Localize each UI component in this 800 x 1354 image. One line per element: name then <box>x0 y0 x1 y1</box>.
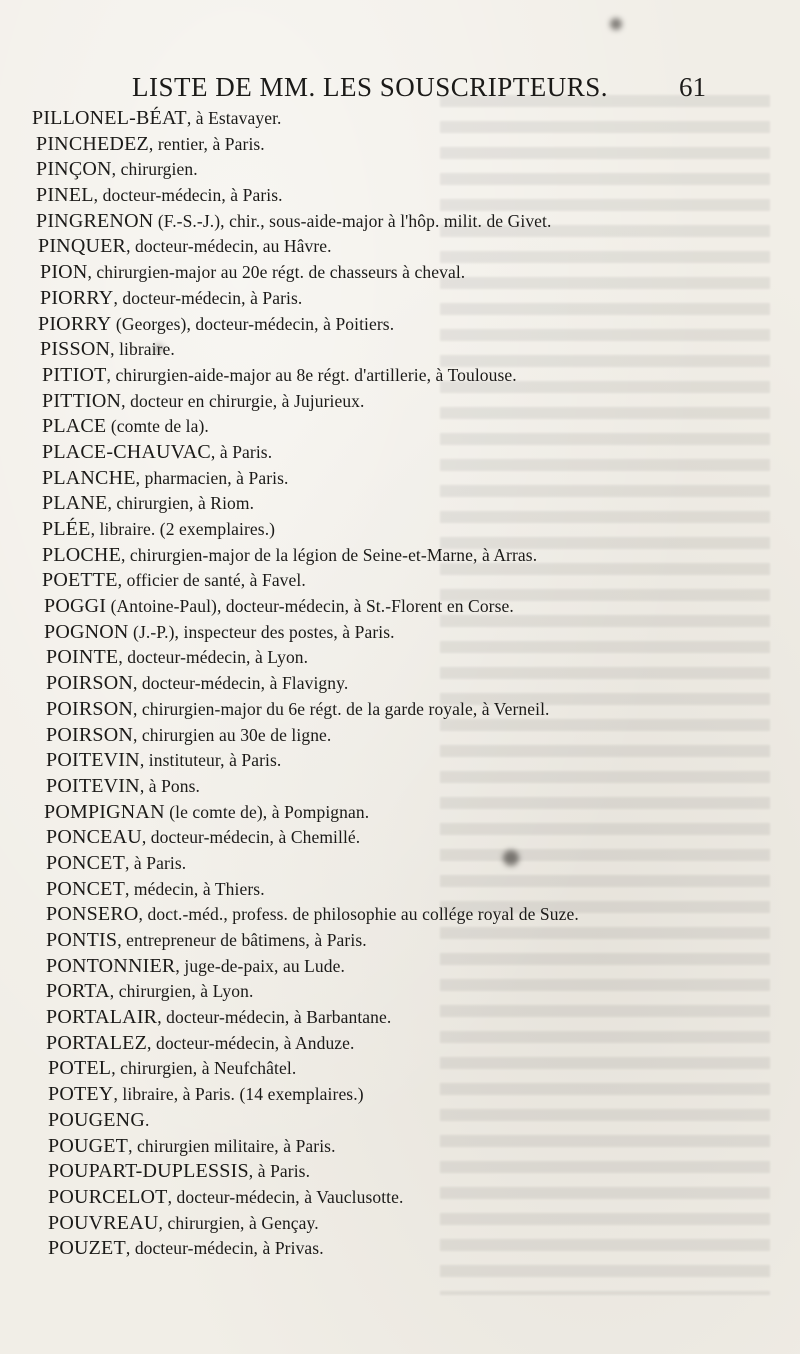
subscriber-name: PINEL <box>36 184 94 207</box>
subscriber-name: PONCET <box>46 877 125 900</box>
subscriber-entry <box>32 1211 752 1237</box>
subscriber-name: POIRSON <box>46 723 133 746</box>
subscriber-entry <box>32 389 752 415</box>
subscriber-detail: , instituteur, à Paris. <box>139 750 282 771</box>
subscriber-name: POIRSON <box>46 672 133 695</box>
subscriber-entry <box>32 1236 752 1262</box>
subscriber-detail: , officier de santé, à Favel. <box>117 570 306 591</box>
subscriber-name: PION <box>40 261 88 284</box>
subscriber-entry <box>32 825 752 851</box>
subscriber-detail: , chirurgien-major de la légion de Seine-et-Marne, à Arras. <box>120 544 538 565</box>
running-title: LISTE DE MM. LES SOUSCRIPTEURS. <box>132 72 609 102</box>
subscriber-detail: , chirurgien militaire, à Paris. <box>128 1135 336 1156</box>
subscriber-detail: , à Paris. <box>248 1161 311 1182</box>
subscriber-detail: , à Estavayer. <box>186 108 282 128</box>
subscriber-name: POETTE <box>42 569 118 592</box>
ink-spot <box>610 18 622 30</box>
subscriber-entry <box>32 594 752 620</box>
subscriber-entry <box>32 157 752 183</box>
subscriber-name: PONCET <box>46 851 125 874</box>
subscriber-detail: , entrepreneur de bâtimens, à Paris. <box>117 930 367 950</box>
subscriber-detail: , chirurgien, à Lyon. <box>109 981 254 1002</box>
subscriber-name: POUGET <box>48 1134 129 1157</box>
subscriber-entry <box>32 517 752 543</box>
subscriber-entry <box>32 928 752 954</box>
subscriber-entry <box>32 312 752 338</box>
subscriber-detail: , docteur-médecin, à Flavigny. <box>132 673 349 694</box>
subscriber-list <box>32 106 752 1262</box>
subscriber-name: POGNON <box>44 620 129 643</box>
subscriber-name: POUZET <box>48 1237 126 1260</box>
subscriber-detail: , chirurgien. <box>111 159 198 180</box>
subscriber-name: PLACE-CHAUVAC <box>42 440 211 463</box>
subscriber-detail: , chirurgien, à Riom. <box>107 493 255 514</box>
subscriber-detail: , docteur-médecin, à Chemillé. <box>141 827 361 848</box>
subscriber-entry <box>32 491 752 517</box>
subscriber-detail: , à Paris. <box>210 441 273 462</box>
subscriber-detail: . <box>144 1109 150 1130</box>
subscriber-detail: , libraire. (2 exemplaires.) <box>90 519 276 539</box>
subscriber-detail: , chirurgien, à Neufchâtel. <box>111 1058 297 1079</box>
subscriber-name: POIRSON <box>46 697 133 720</box>
subscriber-entry <box>32 954 752 980</box>
subscriber-detail: , pharmacien, à Paris. <box>135 467 289 488</box>
subscriber-entry <box>32 774 752 800</box>
subscriber-detail: , chirurgien, à Gençay. <box>158 1212 319 1233</box>
subscriber-detail: (comte de la). <box>106 416 209 437</box>
subscriber-detail: , chirurgien au 30e de ligne. <box>132 724 332 745</box>
subscriber-entry <box>32 800 752 826</box>
subscriber-name: POTEL <box>48 1057 112 1080</box>
subscriber-entry <box>32 1108 752 1134</box>
subscriber-detail: , docteur en chirurgie, à Jujurieux. <box>121 390 365 411</box>
subscriber-entry <box>32 1159 752 1185</box>
subscriber-entry <box>32 209 752 235</box>
subscriber-entry <box>32 363 752 389</box>
subscriber-name: PILLONEL-BÉAT <box>32 107 187 129</box>
subscriber-name: PINGRENON <box>36 209 154 232</box>
subscriber-name: PINQUER <box>38 235 127 258</box>
subscriber-name: POUVREAU <box>48 1211 159 1234</box>
subscriber-detail: , chirurgien-major au 20e régt. de chasseurs à cheval. <box>87 262 466 283</box>
subscriber-detail: (F.-S.-J.), chir., sous-aide-major à l'hôp. milit. de Givet. <box>153 210 552 231</box>
subscriber-detail: , docteur-médecin, à Barbantane. <box>157 1007 392 1028</box>
subscriber-name: PONCEAU <box>46 826 142 849</box>
subscriber-name: PORTALAIR <box>46 1006 158 1029</box>
subscriber-detail: , chirurgien-aide-major au 8e régt. d'artillerie, à Toulouse. <box>106 364 517 385</box>
subscriber-detail: , chirurgien-major du 6e régt. de la garde royale, à Verneil. <box>132 698 550 719</box>
subscriber-entry <box>32 671 752 697</box>
subscriber-name: PONTONNIER <box>46 954 176 977</box>
subscriber-entry <box>32 723 752 749</box>
subscriber-name: PLANE <box>42 492 108 515</box>
subscriber-name: PLOCHE <box>42 543 121 566</box>
subscriber-entry <box>32 132 752 158</box>
subscriber-name: POURCELOT <box>48 1185 168 1208</box>
subscriber-detail: , docteur-médecin, à Lyon. <box>118 647 309 668</box>
subscriber-entry <box>32 337 752 363</box>
subscriber-entry <box>32 414 752 440</box>
subscriber-entry <box>32 260 752 286</box>
subscriber-entry <box>32 1185 752 1211</box>
subscriber-detail: , libraire, à Paris. (14 exemplaires.) <box>113 1084 364 1105</box>
subscriber-detail: , docteur-médecin, à Paris. <box>93 185 283 206</box>
subscriber-entry <box>32 286 752 312</box>
subscriber-name: PLACE <box>42 415 107 438</box>
subscriber-name: PORTA <box>46 980 110 1003</box>
subscriber-entry <box>32 568 752 594</box>
subscriber-entry <box>32 979 752 1005</box>
subscriber-name: POMPIGNAN <box>44 800 165 823</box>
subscriber-entry <box>32 1056 752 1082</box>
subscriber-entry <box>32 440 752 466</box>
subscriber-entry <box>32 183 752 209</box>
subscriber-name: PLANCHE <box>42 466 136 489</box>
subscriber-name: POITEVIN <box>46 749 140 772</box>
subscriber-entry <box>32 877 752 903</box>
subscriber-name: PITTION <box>42 389 122 412</box>
subscriber-name: POITEVIN <box>46 774 140 797</box>
subscriber-entry <box>32 234 752 260</box>
subscriber-detail: , médecin, à Thiers. <box>124 878 265 899</box>
page-header <box>70 70 720 104</box>
subscriber-name: POUGENG <box>48 1108 145 1131</box>
subscriber-entry <box>32 748 752 774</box>
subscriber-name: PONSERO <box>46 903 139 926</box>
subscriber-entry <box>32 106 752 132</box>
subscriber-detail: , à Pons. <box>139 775 201 796</box>
subscriber-name: POINTE <box>46 646 119 669</box>
subscriber-entry <box>32 902 752 928</box>
subscriber-detail: , doct.-méd., profess. de philosophie au collége royal de Suze. <box>138 904 579 925</box>
subscriber-detail: , docteur-médecin, à Vauclusotte. <box>167 1186 404 1207</box>
subscriber-name: PONTIS <box>46 929 118 951</box>
subscriber-entry <box>32 851 752 877</box>
subscriber-entry <box>32 1134 752 1160</box>
page-number: 61 <box>679 72 706 102</box>
subscriber-name: POTEY <box>48 1083 114 1106</box>
subscriber-entry <box>32 1082 752 1108</box>
subscriber-name: PINÇON <box>36 158 112 181</box>
subscriber-name: POUPART-DUPLESSIS <box>48 1160 249 1183</box>
subscriber-entry <box>32 645 752 671</box>
subscriber-detail: , docteur-médecin, à Anduze. <box>147 1032 355 1053</box>
subscriber-name: PORTALEZ <box>46 1031 148 1054</box>
subscriber-name: PISSON <box>40 338 111 361</box>
subscriber-detail: , libraire. <box>110 339 175 360</box>
subscriber-entry <box>32 1031 752 1057</box>
subscriber-detail: (J.-P.), inspecteur des postes, à Paris. <box>128 621 395 642</box>
subscriber-name: PINCHEDEZ <box>36 132 149 155</box>
subscriber-detail: (Georges), docteur-médecin, à Poitiers. <box>111 313 395 334</box>
subscriber-entry <box>32 697 752 723</box>
subscriber-detail: , à Paris. <box>124 852 187 873</box>
subscriber-entry <box>32 543 752 569</box>
subscriber-name: PITIOT <box>42 363 107 386</box>
subscriber-entry <box>32 620 752 646</box>
subscriber-name: PLÉE <box>42 518 91 540</box>
subscriber-detail: , juge-de-paix, au Lude. <box>175 955 345 976</box>
subscriber-detail: , rentier, à Paris. <box>148 133 265 154</box>
subscriber-detail: , docteur-médecin, à Privas. <box>125 1238 324 1259</box>
subscriber-name: PIORRY <box>40 286 114 309</box>
subscriber-entry <box>32 466 752 492</box>
subscriber-entry <box>32 1005 752 1031</box>
subscriber-name: POGGI <box>44 595 107 618</box>
subscriber-detail: (le comte de), à Pompignan. <box>164 801 370 822</box>
subscriber-name: PIORRY <box>38 312 112 335</box>
subscriber-detail: , docteur-médecin, au Hâvre. <box>126 236 332 257</box>
subscriber-detail: (Antoine-Paul), docteur-médecin, à St.-Florent en Corse. <box>106 596 514 617</box>
subscriber-detail: , docteur-médecin, à Paris. <box>113 287 303 308</box>
